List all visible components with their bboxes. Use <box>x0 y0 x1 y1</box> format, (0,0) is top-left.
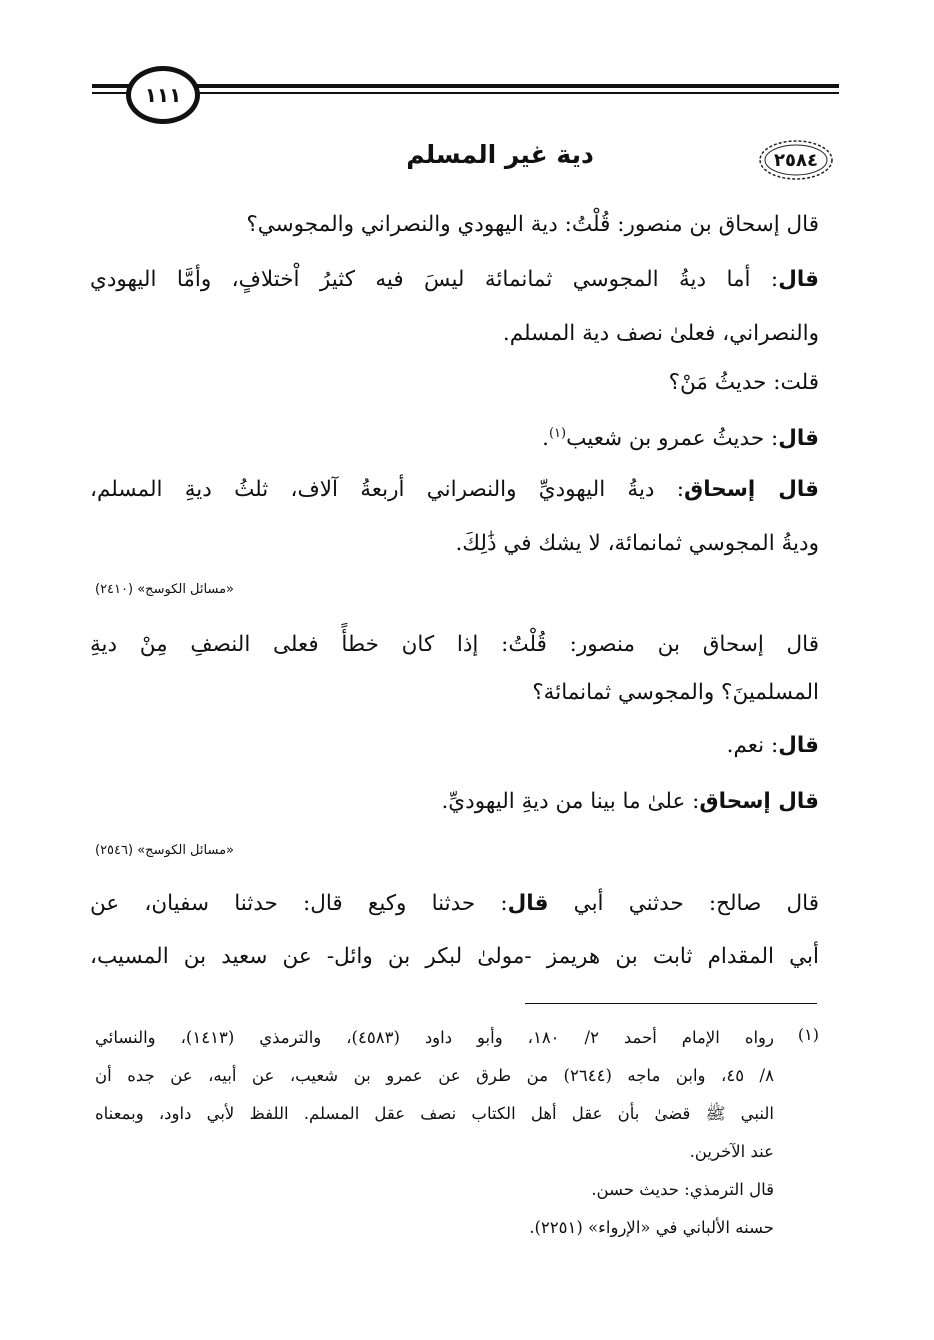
text-line-11: قال إسحاق: علىٰ ما بينا من ديةِ اليهوديِّ. <box>441 789 819 814</box>
text-line-13: أبي المقدام ثابت بن هريمز -مولىٰ لبكر بن وائل- عن سعيد بن المسيب، <box>90 944 819 969</box>
page-number: ١١١ <box>126 66 200 124</box>
footnote-line-5: قال الترمذي: حديث حسن. <box>591 1180 774 1199</box>
source-reference-2: «مسائل الكوسج» (٢٥٤٦) <box>95 843 234 858</box>
header-rule <box>92 84 839 98</box>
text-line-4: قلت: حديثُ مَنْ؟ <box>668 370 819 395</box>
text-line-6: قال إسحاق: ديةُ اليهوديِّ والنصراني أربعةُ آلاف، ثلثُ ديةِ المسلم، <box>90 477 820 502</box>
footnote-mark: (١) <box>797 1025 819 1044</box>
footnote-line-6: حسنه الألباني في «الإرواء» (٢٢٥١). <box>529 1218 774 1237</box>
text-line-12: قال صالح: حدثني أبي قال: حدثنا وكيع قال: حدثنا سفيان، عن <box>90 891 819 916</box>
source-reference-1: «مسائل الكوسج» (٢٤١٠) <box>95 582 234 597</box>
text-line-10: قال: نعم. <box>726 733 819 758</box>
footnote-line-3: النبي ﷺ قضىٰ بأن عقل أهل الكتاب نصف عقل المسلم. اللفظ لأبي داود، وبمعناه <box>95 1104 774 1123</box>
text-line-9: المسلمينَ؟ والمجوسي ثمانمائة؟ <box>532 680 819 705</box>
text-line-7: وديةُ المجوسي ثمانمائة، لا يشك في ذَٰلِكَ. <box>455 531 819 556</box>
footnote-ref[interactable]: (١) <box>548 426 567 441</box>
text-line-2: قال: أما ديةُ المجوسي ثمانمائة ليسَ فيه كثيرُ اْختلافٍ، وأمَّا اليهودي <box>90 267 819 292</box>
text-line-5: قال: حديثُ عمرو بن شعيب$^{(١)}$. <box>542 426 819 452</box>
text-line-3: والنصراني، فعلىٰ نصف دية المسلم. <box>502 321 819 346</box>
issue-number-badge: ٢٥٨٤ <box>758 138 834 182</box>
section-title: دية غير المسلم <box>406 140 594 169</box>
text-line-1: قال إسحاق بن منصور: قُلْتُ: دية اليهودي والنصراني والمجوسي؟ <box>246 212 819 237</box>
footnote-line-1: رواه الإمام أحمد ٢/ ١٨٠، وأبو داود (٤٥٨٣)، والترمذي (١٤١٣)، والنسائي <box>95 1028 774 1047</box>
footnote-line-2: ٨/ ٤٥، وابن ماجه (٢٦٤٤) من طرق عن عمرو بن شعيب، عن أبيه، عن جده أن <box>95 1066 774 1085</box>
text-line-8: قال إسحاق بن منصور: قُلْتُ: إذا كان خطأً فعلى النصفِ مِنْ ديةِ <box>90 632 819 657</box>
footnote-separator <box>525 1003 817 1004</box>
footnote-line-4: عند الآخرين. <box>689 1142 774 1161</box>
